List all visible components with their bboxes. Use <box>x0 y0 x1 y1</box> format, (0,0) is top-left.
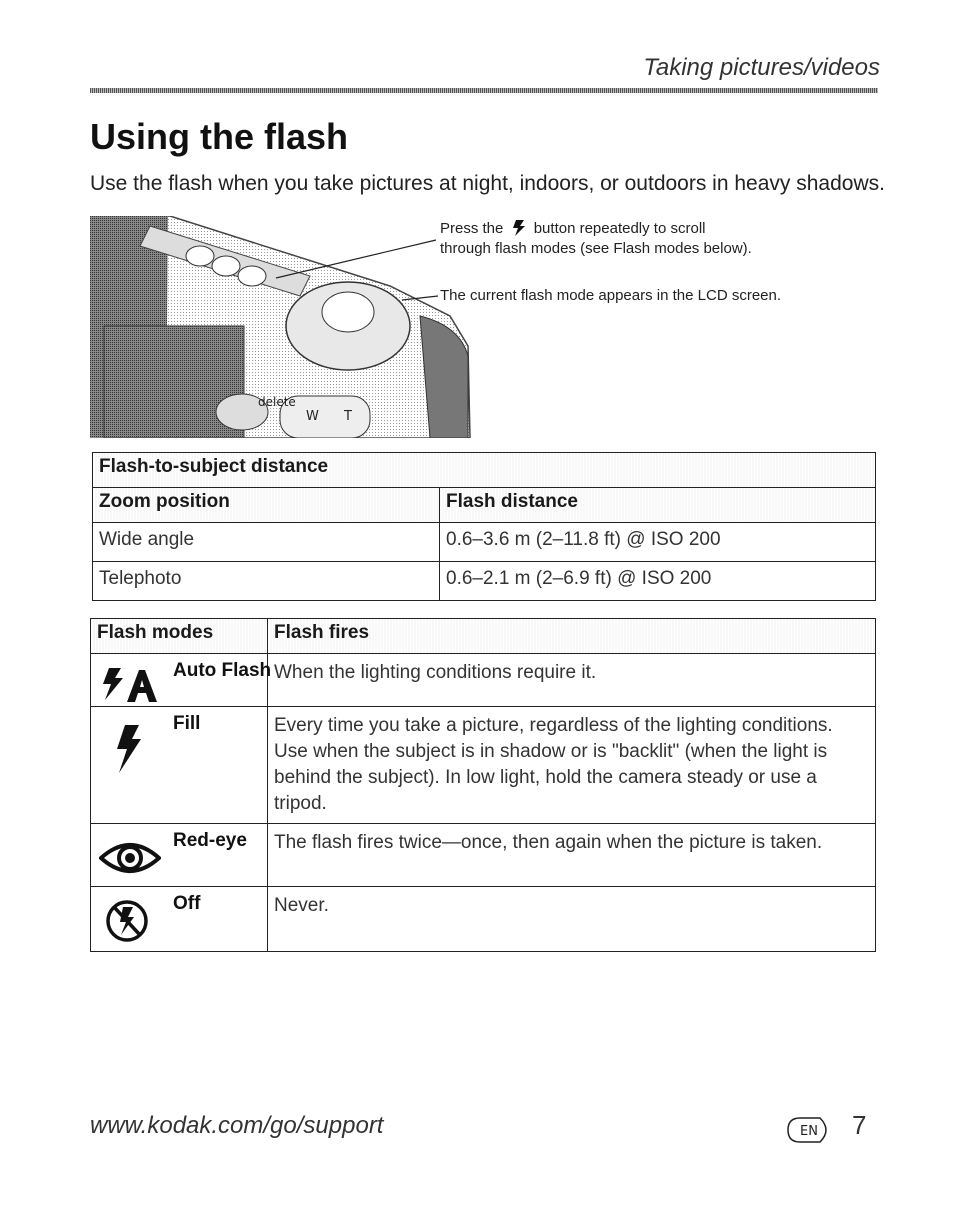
mode-cell <box>91 654 272 707</box>
mode-name: Auto Flash <box>173 660 272 681</box>
mode-name: Fill <box>173 713 201 734</box>
distance-table-title: Flash-to-subject distance <box>93 453 876 488</box>
camera-t-label: T <box>344 409 352 424</box>
callout-press-flash-button <box>440 219 752 259</box>
mode-description: Every time you take a picture, regardless of the lighting conditions. Use when the subject is in shadow or is "backlit" (when the light is behind the subject). In low light, hold the camera steady or use a tripod. <box>268 707 876 824</box>
camera-illustration <box>90 216 478 438</box>
mode-description: Never. <box>268 887 876 952</box>
callout-1-line-2: through flash modes (see Flash modes below). <box>440 240 752 257</box>
fill-flash-icon <box>99 723 161 775</box>
zoom-cell: Telephoto <box>93 562 440 601</box>
callout-lcd-mode: The current flash mode appears in the LCD screen. <box>440 287 782 304</box>
distance-cell: 0.6–3.6 m (2–11.8 ft) @ ISO 200 <box>440 523 876 562</box>
red-eye-icon <box>99 832 161 884</box>
mode-cell <box>91 824 268 887</box>
camera-delete-label: delete <box>258 395 296 409</box>
callout-1-part-a: Press the <box>440 220 504 237</box>
table-row <box>91 824 876 887</box>
language-badge-label: EN <box>800 1124 818 1139</box>
mode-cell <box>91 887 268 952</box>
support-url[interactable]: www.kodak.com/go/support <box>90 1112 384 1139</box>
table-row <box>93 562 876 601</box>
table-row <box>91 707 876 824</box>
intro-text: Use the flash when you take pictures at night, indoors, or outdoors in heavy shadows. <box>90 172 885 195</box>
flash-off-icon <box>99 895 161 947</box>
mode-description: The flash fires twice—once, then again when the picture is taken. <box>268 824 876 887</box>
table-row <box>91 654 876 707</box>
flash-modes-table <box>90 618 876 952</box>
callout-1-part-b: button repeatedly to scroll <box>533 220 706 237</box>
header-flash-modes: Flash modes <box>91 619 268 654</box>
page-number: 7 <box>852 1110 867 1140</box>
flash-distance-table <box>92 452 876 601</box>
zoom-cell: Wide angle <box>93 523 440 562</box>
header-flash-fires: Flash fires <box>268 619 876 654</box>
mode-name: Red-eye <box>173 830 247 851</box>
section-title: Taking pictures/videos <box>643 54 880 81</box>
mode-cell <box>91 707 268 824</box>
table-row <box>91 887 876 952</box>
flash-icon <box>512 220 526 236</box>
header-flash-distance: Flash distance <box>440 488 876 523</box>
camera-w-label: W <box>306 409 319 424</box>
page-title: Using the flash <box>90 116 349 157</box>
mode-name: Off <box>173 893 201 914</box>
header-rule <box>90 88 878 93</box>
table-row <box>93 523 876 562</box>
distance-cell: 0.6–2.1 m (2–6.9 ft) @ ISO 200 <box>440 562 876 601</box>
language-badge-icon <box>786 1116 834 1144</box>
mode-description: When the lighting conditions require it. <box>268 654 876 707</box>
header-zoom-position: Zoom position <box>93 488 440 523</box>
